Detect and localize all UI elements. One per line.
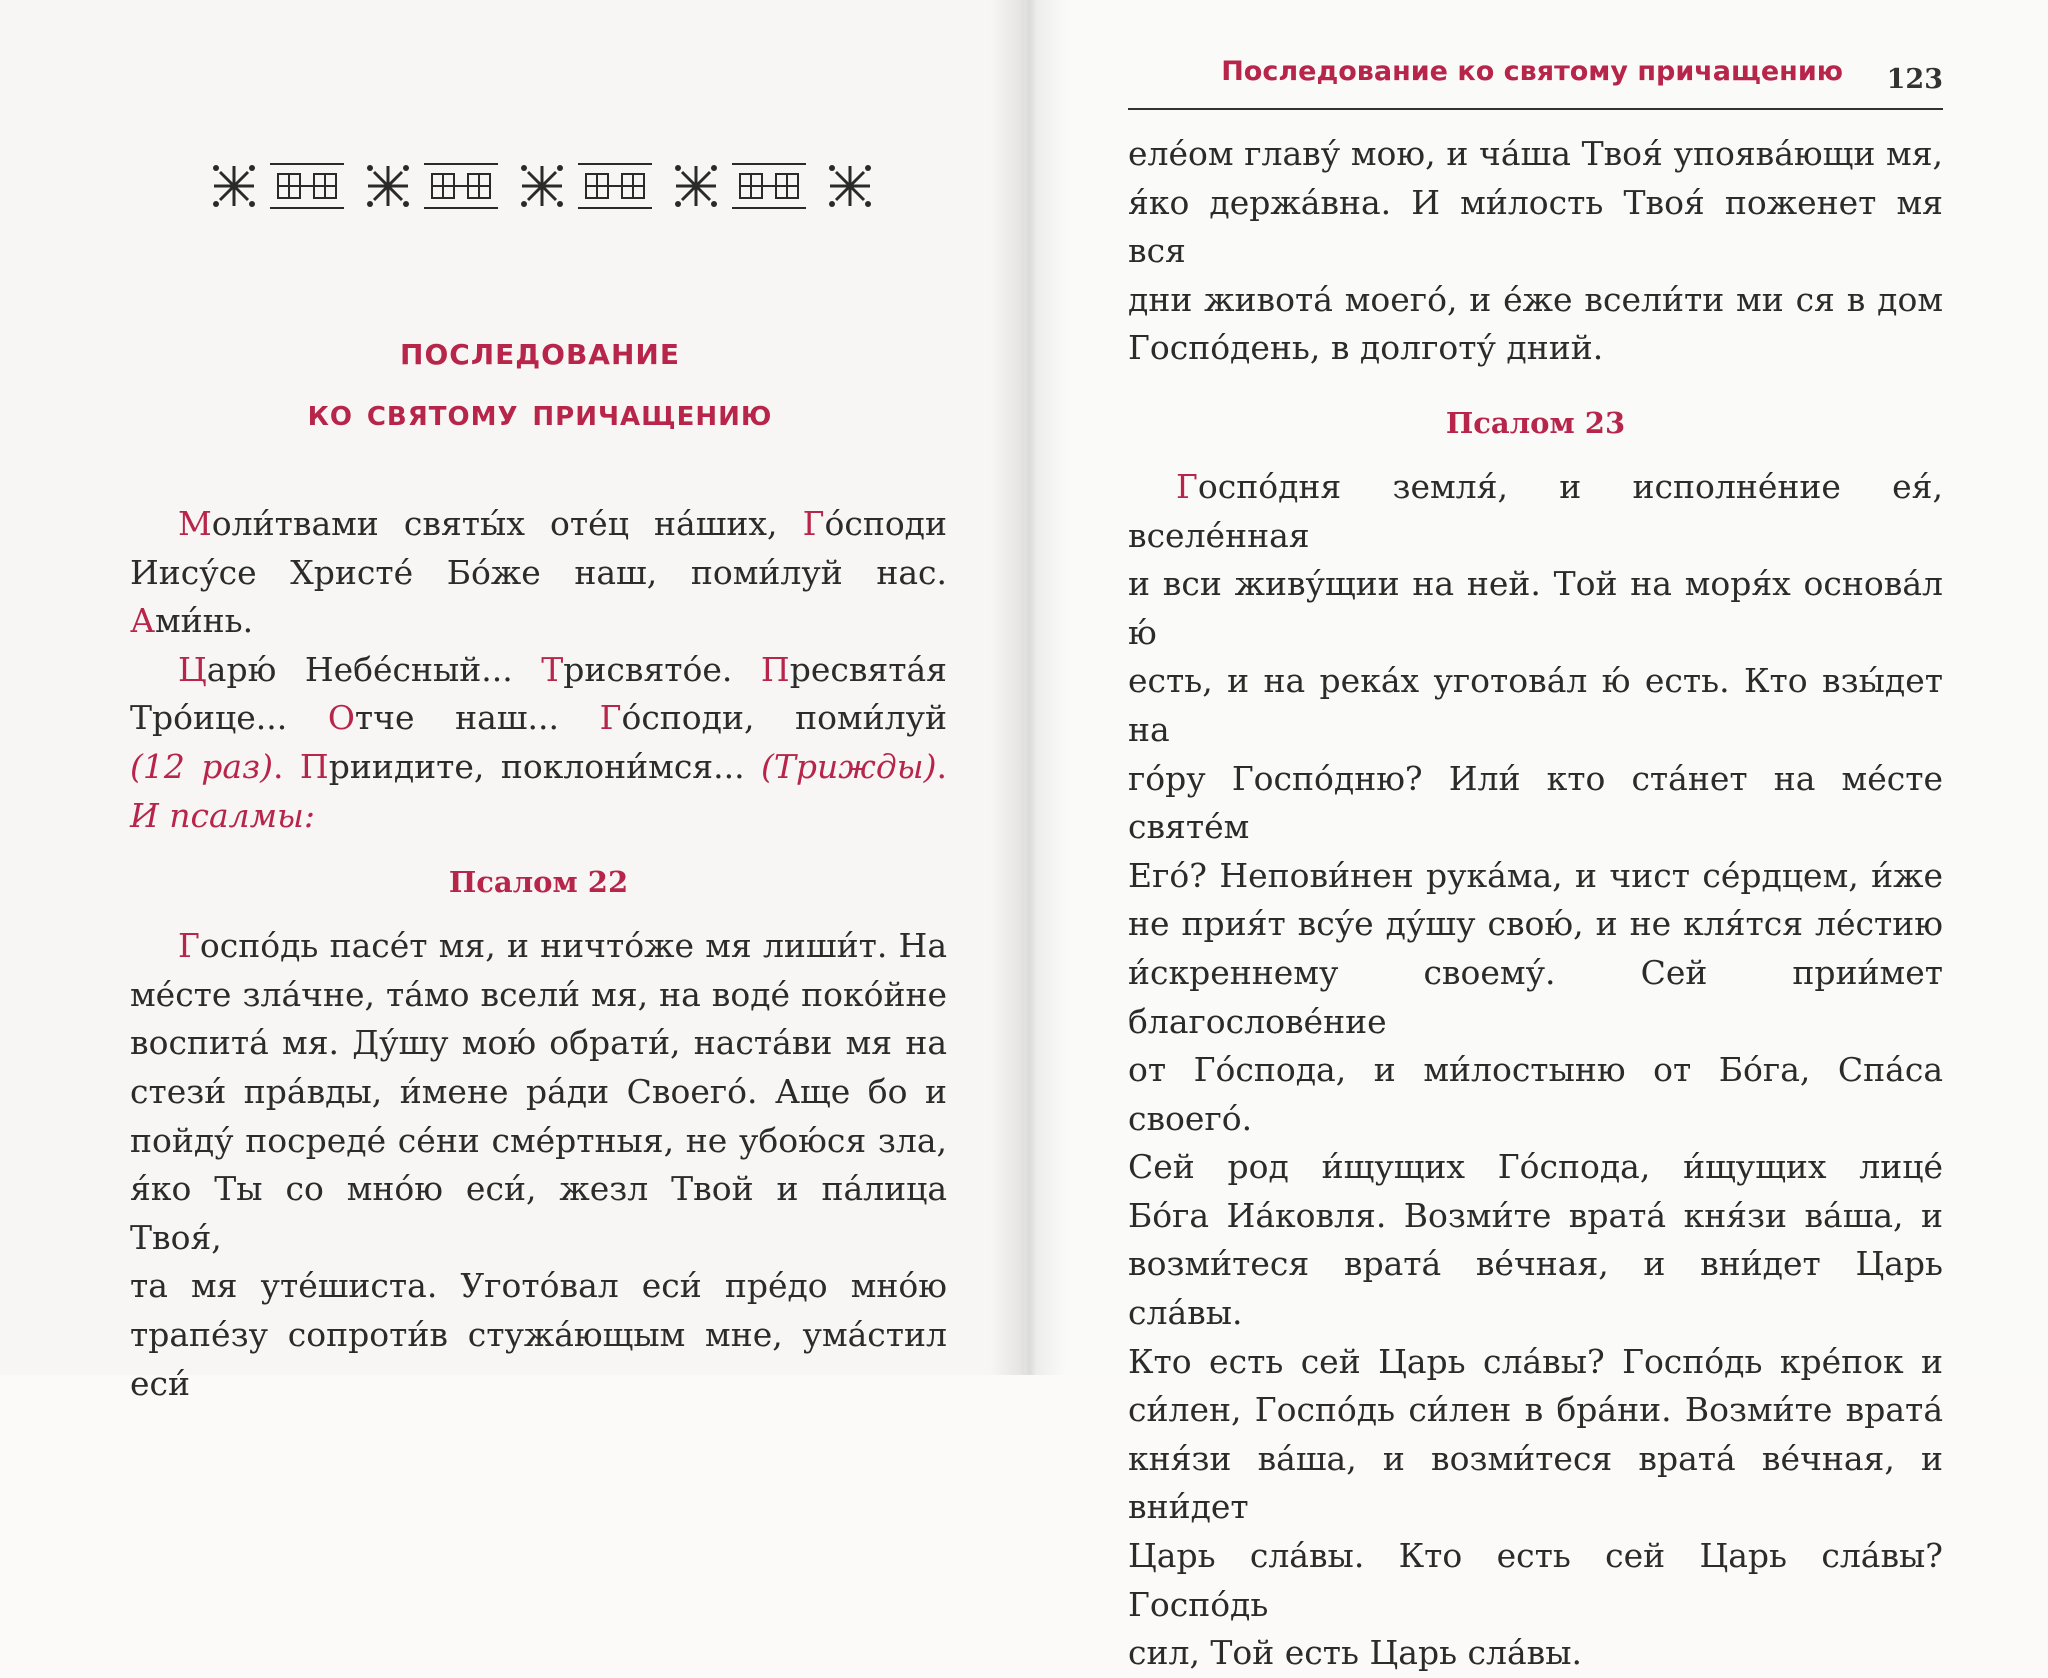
red-initial: Ц — [178, 649, 207, 689]
red-initial: . П — [272, 746, 329, 786]
running-header — [1128, 54, 1943, 110]
book-gutter — [990, 0, 1066, 1375]
text-line — [1128, 1192, 1943, 1241]
right-text-column — [1128, 130, 1943, 1678]
text-line — [1128, 324, 1943, 373]
line-text: Кто есть сей Царь сла́вы? Госпо́дь кре́пок и — [1128, 1341, 1943, 1381]
left-page — [0, 0, 1024, 1403]
intro-line-3 — [130, 646, 947, 695]
intro-text: о́споди — [824, 504, 947, 543]
intro-text: арю́ Небе́сный... — [206, 649, 542, 689]
intro-line-1 — [130, 500, 947, 549]
line-text: Царь сла́вы. Кто есть сей Царь сла́вы? Госпо́дь — [1128, 1536, 1943, 1624]
line-text: оспо́дь пасе́т мя, и ничто́же мя лиши́т. На — [199, 926, 947, 966]
line-text: кня́зи ва́ша, и возми́теся врата́ ве́чная, и вни́дет — [1128, 1438, 1943, 1527]
line-text: пойду́ посреде́ се́ни сме́ртныя, не убою́ся зла, — [130, 1120, 947, 1160]
text-line — [1128, 900, 1943, 949]
line-text: трапе́зу сопроти́в стужа́ющым мне, ума́стил еси́ — [130, 1314, 947, 1403]
text-line — [130, 1262, 947, 1311]
psalm-heading: Псалом 22 — [448, 865, 629, 900]
intro-line-5 — [130, 743, 947, 792]
line-text: я́ко Ты со мно́ю еси́, жезл Твой и па́лица Твоя́, — [130, 1169, 947, 1257]
text-line — [130, 1019, 947, 1068]
line-text: и́скреннему своему́. Сей прии́мет благослове́ние — [1128, 952, 1943, 1041]
text-line — [1128, 1386, 1943, 1435]
line-text: сил, Той есть Царь сла́вы. — [1128, 1633, 1582, 1673]
rubric-text: (Трижды) — [761, 746, 937, 786]
line-text: го́ру Госпо́дню? Или́ кто ста́нет на ме́сте святе́м — [1128, 758, 1943, 847]
section-title — [130, 320, 950, 444]
line-text: Госпо́день, в долготу́ дний. — [1128, 328, 1604, 368]
line-text: стези́ пра́вды, и́мене ра́ди Своего́. Аще бо и — [130, 1071, 947, 1111]
psalm-text — [130, 922, 947, 1408]
intro-line-4 — [130, 694, 947, 743]
cross-ornament-icon — [208, 150, 876, 222]
line-text: оспо́дня земля́, и исполне́ние ея́, вселе́нная — [1128, 466, 1943, 555]
line-text: Его́? Непови́нен рука́ма, и чист се́рдцем, и́же — [1128, 855, 1943, 895]
intro-line-2 — [130, 549, 947, 646]
line-text: еле́ом главу́ мою, и ча́ша Твоя́ упоява́ющи мя, — [1128, 134, 1943, 173]
text-line — [130, 1068, 947, 1117]
line-text: и вси живу́щии на ней. Той на моря́х основа́л ю́ — [1128, 564, 1943, 652]
text-line — [1128, 1046, 1943, 1143]
line-text: не прия́т всу́е ду́шу свою́, и не кля́тся ле́стию — [1128, 904, 1943, 944]
rubric-text: . — [936, 746, 947, 786]
left-text-column — [130, 500, 947, 1408]
intro-text: риидите, поклони́мся... — [328, 746, 762, 786]
red-initial: О — [327, 698, 355, 738]
line-text: Бо́га Иа́ковля. Возми́те врата́ кня́зи ва́ша, и — [1128, 1195, 1943, 1235]
title-line-2: ко святому причащению — [307, 391, 773, 434]
title-line-1: последование — [400, 328, 680, 374]
text-line — [1128, 1435, 1943, 1532]
text-line — [1128, 1240, 1943, 1337]
line-text: си́лен, Госпо́дь си́лен в бра́ни. Возми́те врата́ — [1128, 1390, 1943, 1430]
running-title: Последование ко святому причащению — [1221, 56, 1843, 87]
line-text: ме́сте зла́чне, та́мо всели́ мя, на воде́ поко́йне — [130, 974, 947, 1014]
red-initial: Г — [1176, 466, 1198, 506]
line-text: возми́теся врата́ ве́чная, и вни́дет Царь сла́вы. — [1128, 1244, 1943, 1333]
text-line — [1128, 1143, 1943, 1192]
intro-text: Иису́се Христе́ Бо́же наш, поми́луй нас. — [130, 552, 947, 592]
red-initial: Г — [802, 504, 825, 543]
line-text: я́ко держа́вна. И ми́лость Твоя́ поженет мя вся — [1128, 182, 1943, 271]
intro-text: Тро́ице... — [130, 698, 328, 738]
line-text: от Го́спода, и ми́лостыню от Бо́га, Спа́са своего́. — [1128, 1050, 1943, 1138]
text-line — [1128, 276, 1943, 325]
line-text: та мя уте́шиста. Угото́вал еси́ пре́до мно́ю — [130, 1266, 947, 1306]
line-text: воспита́ мя. Ду́шу мою́ обрати́, наста́ви мя на — [130, 1023, 947, 1063]
text-line — [130, 971, 947, 1020]
red-initial: А — [130, 601, 155, 641]
red-initial: Г — [178, 926, 200, 966]
intro-text: оли́твами святы́х оте́ц на́ших, — [211, 504, 803, 543]
page-number: 123 — [1886, 64, 1943, 95]
red-initial: П — [760, 649, 790, 689]
text-line — [1128, 657, 1943, 754]
intro-text: тче наш... — [354, 698, 600, 738]
psalm-text — [1128, 463, 1943, 1678]
text-line — [1128, 560, 1943, 657]
text-line — [130, 922, 947, 971]
line-text: Сей род и́щущих Го́спода, и́щущих лице́ — [1128, 1147, 1943, 1187]
text-line — [130, 1311, 947, 1408]
text-line — [130, 1117, 947, 1166]
text-line — [1128, 179, 1943, 276]
intro-text: рисвято́е. — [563, 649, 761, 689]
text-line — [1128, 1338, 1943, 1387]
text-line — [1128, 1532, 1943, 1629]
intro-text: ресвята́я — [789, 649, 947, 689]
red-initial: Т — [541, 649, 564, 689]
text-line — [1128, 130, 1943, 179]
text-line — [130, 1165, 947, 1262]
line-text: есть, и на река́х уготова́л ю́ есть. Кто взы́дет на — [1128, 661, 1943, 749]
text-line — [1128, 1629, 1943, 1678]
text-line — [1128, 755, 1943, 852]
intro-line-6 — [130, 792, 947, 841]
intro-text: о́споди, поми́луй — [621, 698, 947, 738]
line-text: дни живота́ моего́, и е́же всели́ти ми ся в дом — [1128, 279, 1943, 319]
text-line — [1128, 463, 1943, 560]
continued-text — [1128, 130, 1943, 373]
rubric-text: И псалмы: — [130, 795, 316, 835]
rubric-text: (12 раз) — [130, 746, 273, 786]
red-initial: Г — [599, 698, 622, 738]
red-initial: М — [178, 504, 212, 543]
text-line — [1128, 949, 1943, 1046]
intro-text: ми́нь. — [155, 601, 254, 641]
psalm-heading: Псалом 23 — [1445, 405, 1626, 440]
text-line — [1128, 852, 1943, 901]
